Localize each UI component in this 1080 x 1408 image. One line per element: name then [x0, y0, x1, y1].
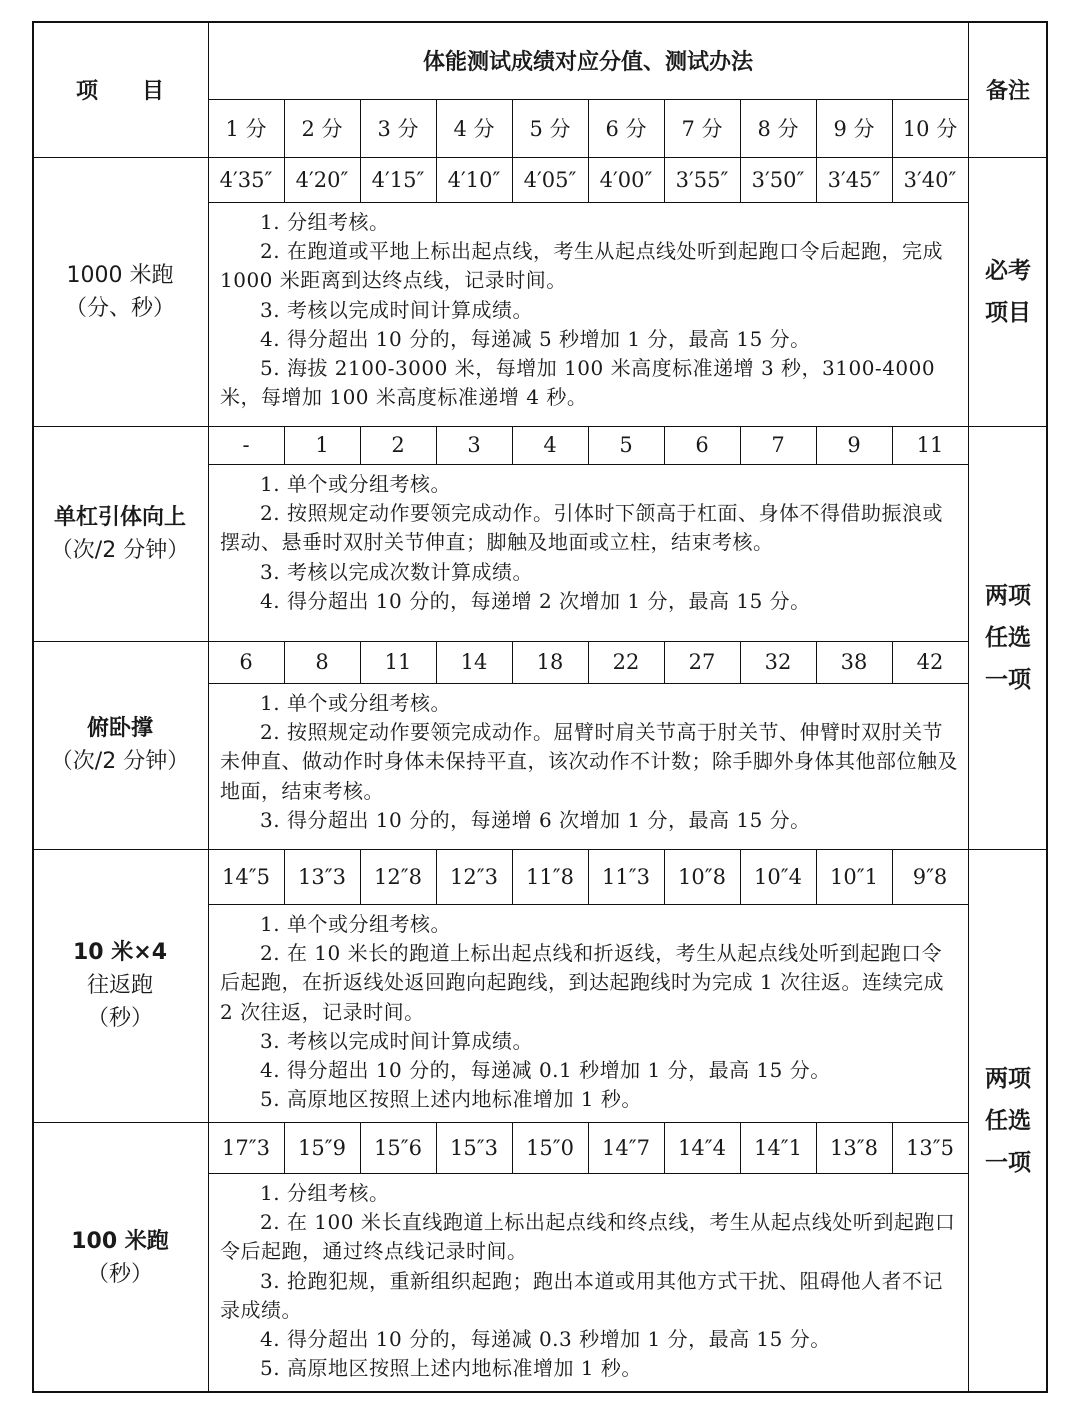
standard-value-cell: 10″4: [754, 864, 802, 889]
standard-value-cell: 15″3: [450, 1135, 498, 1160]
test-item-name: [32, 1122, 208, 1393]
standard-value-cell: 8: [315, 650, 329, 674]
standard-value-cell: 10″1: [830, 864, 878, 889]
standard-value-cell: 11: [916, 433, 944, 457]
item-name-line: （次/2 分钟）: [50, 749, 190, 774]
remark-line: 项目: [985, 299, 1031, 326]
standard-value-cell: 11″3: [602, 864, 650, 889]
score-header-cell: 7 分: [681, 117, 723, 141]
remark-line: 一项: [985, 666, 1031, 693]
standard-value-cell: 22: [612, 650, 640, 674]
method-step: 1. 单个或分组考核。: [260, 472, 451, 496]
remark-cell: [968, 157, 1048, 426]
item-name-line: 单杠引体向上: [53, 504, 186, 530]
note-column-header: 备注: [985, 78, 1030, 104]
test-method-text: [208, 202, 968, 426]
test-method-text: [208, 904, 968, 1122]
standard-value-cell: 27: [688, 650, 716, 674]
score-header-cell: 4 分: [453, 117, 495, 141]
method-step: 5. 海拔 2100-3000 米，每增加 100 米高度标准递增 3 秒，3100-4000 米，每增加 100 米高度标准递增 4 秒。: [220, 356, 936, 410]
method-step: 2. 在 100 米长直线跑道上标出起点线和终点线，考生从起点线处听到起跑口令后起跑，通过终点线记录时间。: [220, 1210, 956, 1264]
standard-value-cell: 4: [543, 433, 557, 457]
item-name-line: 1000 米跑: [66, 262, 174, 288]
method-step: 2. 按照规定动作要领完成动作。屈臂时肩关节高于肘关节、伸臂时双肘关节未伸直、做动作时身体未保持平直，该次动作不计数；除手脚外身体其他部位触及地面，结束考核。: [220, 720, 958, 803]
standard-value-cell: 4′35″: [219, 167, 273, 192]
standard-value-cell: 4′20″: [295, 167, 349, 192]
method-step: 3. 得分超出 10 分的，每递增 6 次增加 1 分，最高 15 分。: [260, 807, 811, 832]
standard-value-cell: 15″0: [526, 1135, 574, 1160]
item-name-line: 俯卧撑: [86, 716, 153, 741]
remark-line: 任选: [985, 624, 1031, 651]
method-step: 5. 高原地区按照上述内地标准增加 1 秒。: [260, 1087, 642, 1112]
item-name-line: 100 米跑: [71, 1228, 169, 1254]
method-step: 5. 高原地区按照上述内地标准增加 1 秒。: [260, 1356, 642, 1381]
score-header-cell: 5 分: [529, 117, 571, 141]
standard-value-cell: 3: [467, 433, 481, 457]
test-item-name: [32, 426, 208, 641]
standard-value-cell: 14″5: [222, 864, 270, 889]
score-header-cell: 6 分: [605, 117, 647, 141]
method-step: 1. 分组考核。: [260, 1181, 390, 1205]
score-header-cell: 10 分: [902, 117, 958, 141]
standard-value-cell: 15″6: [374, 1135, 422, 1160]
method-step: 3. 考核以完成时间计算成绩。: [260, 1028, 533, 1053]
standard-value-cell: 14″1: [754, 1135, 802, 1160]
standard-value-cell: 14″7: [602, 1135, 650, 1160]
remark-line: 两项: [985, 1066, 1031, 1092]
standard-value-cell: 5: [619, 433, 633, 457]
method-step: 3. 抢跑犯规，重新组织起跑；跑出本道或用其他方式干扰、阻碍他人者不记录成绩。: [220, 1268, 943, 1322]
test-method-text: [208, 464, 968, 641]
standard-value-cell: 9″8: [912, 864, 948, 889]
standard-value-cell: 6: [695, 433, 709, 457]
test-item-name: [32, 849, 208, 1122]
method-step: 1. 分组考核。: [260, 210, 390, 234]
standard-value-cell: 3′55″: [675, 167, 729, 192]
method-step: 4. 得分超出 10 分的，每递减 0.3 秒增加 1 分，最高 15 分。: [260, 1327, 831, 1352]
standard-value-cell: 17″3: [222, 1135, 270, 1160]
method-step: 1. 单个或分组考核。: [260, 691, 451, 715]
standard-value-cell: 4′15″: [371, 167, 425, 192]
method-step: 3. 考核以完成次数计算成绩。: [260, 559, 533, 584]
standard-value-cell: 14: [460, 650, 488, 674]
item-column-header: 项 目: [75, 78, 164, 104]
standard-value-cell: 42: [916, 650, 944, 674]
method-step: 2. 在 10 米长的跑道上标出起点线和折返线，考生从起点线处听到起跑口令后起跑，在折返线处返回跑向起跑线，到达起跑线时为完成 1 次往返。连续完成 2 次往返，记录时间。: [220, 941, 944, 1024]
item-name-line: （秒）: [86, 1261, 153, 1287]
method-step: 4. 得分超出 10 分的，每递增 2 次增加 1 分，最高 15 分。: [260, 588, 811, 613]
remark-line: 两项: [985, 582, 1031, 609]
standard-value-cell: 7: [771, 433, 785, 457]
standard-value-cell: 10″8: [678, 864, 726, 889]
standard-value-cell: 9: [847, 433, 861, 457]
score-header-cell: 9 分: [833, 117, 875, 141]
standard-value-cell: 1: [315, 433, 329, 457]
test-item-name: [32, 641, 208, 849]
method-step: 2. 在跑道或平地上标出起点线，考生从起点线处听到起跑口令后起跑，完成 1000 米距离到达终点线，记录时间。: [220, 239, 943, 293]
item-name-line: （次/2 分钟）: [50, 537, 190, 563]
score-header-cell: 1 分: [225, 117, 267, 141]
item-name-line: （秒）: [86, 1006, 153, 1031]
standard-value-cell: 38: [840, 650, 868, 674]
score-header-cell: 3 分: [377, 117, 419, 141]
standard-value-cell: 13″5: [906, 1135, 954, 1160]
standard-value-cell: 6: [239, 650, 253, 674]
standard-value-cell: 15″9: [298, 1135, 346, 1160]
score-header-cell: 2 分: [301, 117, 343, 141]
item-name-line: （分、秒）: [64, 295, 175, 321]
remark-cell: [968, 426, 1048, 849]
standard-value-cell: 4′00″: [599, 167, 653, 192]
item-name-line: 往返跑: [86, 973, 153, 998]
standard-value-cell: -: [242, 433, 250, 457]
remark-line: 一项: [985, 1150, 1031, 1176]
fitness-test-table: [32, 21, 1048, 1393]
standard-value-cell: 4′10″: [447, 167, 501, 192]
standard-value-cell: 13″8: [830, 1135, 878, 1160]
remark-line: 必考: [985, 257, 1031, 284]
test-item-name: [32, 157, 208, 426]
test-method-text: [208, 1173, 968, 1393]
method-step: 1. 单个或分组考核。: [260, 912, 451, 936]
score-header-cell: 8 分: [757, 117, 799, 141]
standard-value-cell: 32: [764, 650, 792, 674]
standard-value-cell: 3′50″: [751, 167, 805, 192]
standard-value-cell: 3′40″: [903, 167, 957, 192]
standard-value-cell: 14″4: [678, 1135, 726, 1160]
standard-value-cell: 13″3: [298, 864, 346, 889]
standard-value-cell: 18: [536, 650, 564, 674]
method-step: 3. 考核以完成时间计算成绩。: [260, 297, 533, 322]
standard-value-cell: 3′45″: [827, 167, 881, 192]
table-main-title: 体能测试成绩对应分值、测试办法: [422, 49, 753, 75]
remark-cell: [968, 849, 1048, 1393]
standard-value-cell: 11: [384, 650, 412, 674]
standard-value-cell: 4′05″: [523, 167, 577, 192]
method-step: 4. 得分超出 10 分的，每递减 0.1 秒增加 1 分，最高 15 分。: [260, 1058, 831, 1083]
standard-value-cell: 12″8: [374, 864, 422, 889]
method-step: 2. 按照规定动作要领完成动作。引体时下颌高于杠面、身体不得借助振浪或摆动、悬垂时双肘关节伸直；脚触及地面或立柱，结束考核。: [220, 501, 943, 555]
test-method-text: [208, 683, 968, 849]
standard-value-cell: 12″3: [450, 864, 498, 889]
remark-line: 任选: [985, 1108, 1031, 1134]
standard-value-cell: 11″8: [526, 864, 574, 889]
method-step: 4. 得分超出 10 分的，每递减 5 秒增加 1 分，最高 15 分。: [260, 326, 811, 351]
standard-value-cell: 2: [391, 433, 405, 457]
item-name-line: 10 米×4: [72, 940, 168, 965]
